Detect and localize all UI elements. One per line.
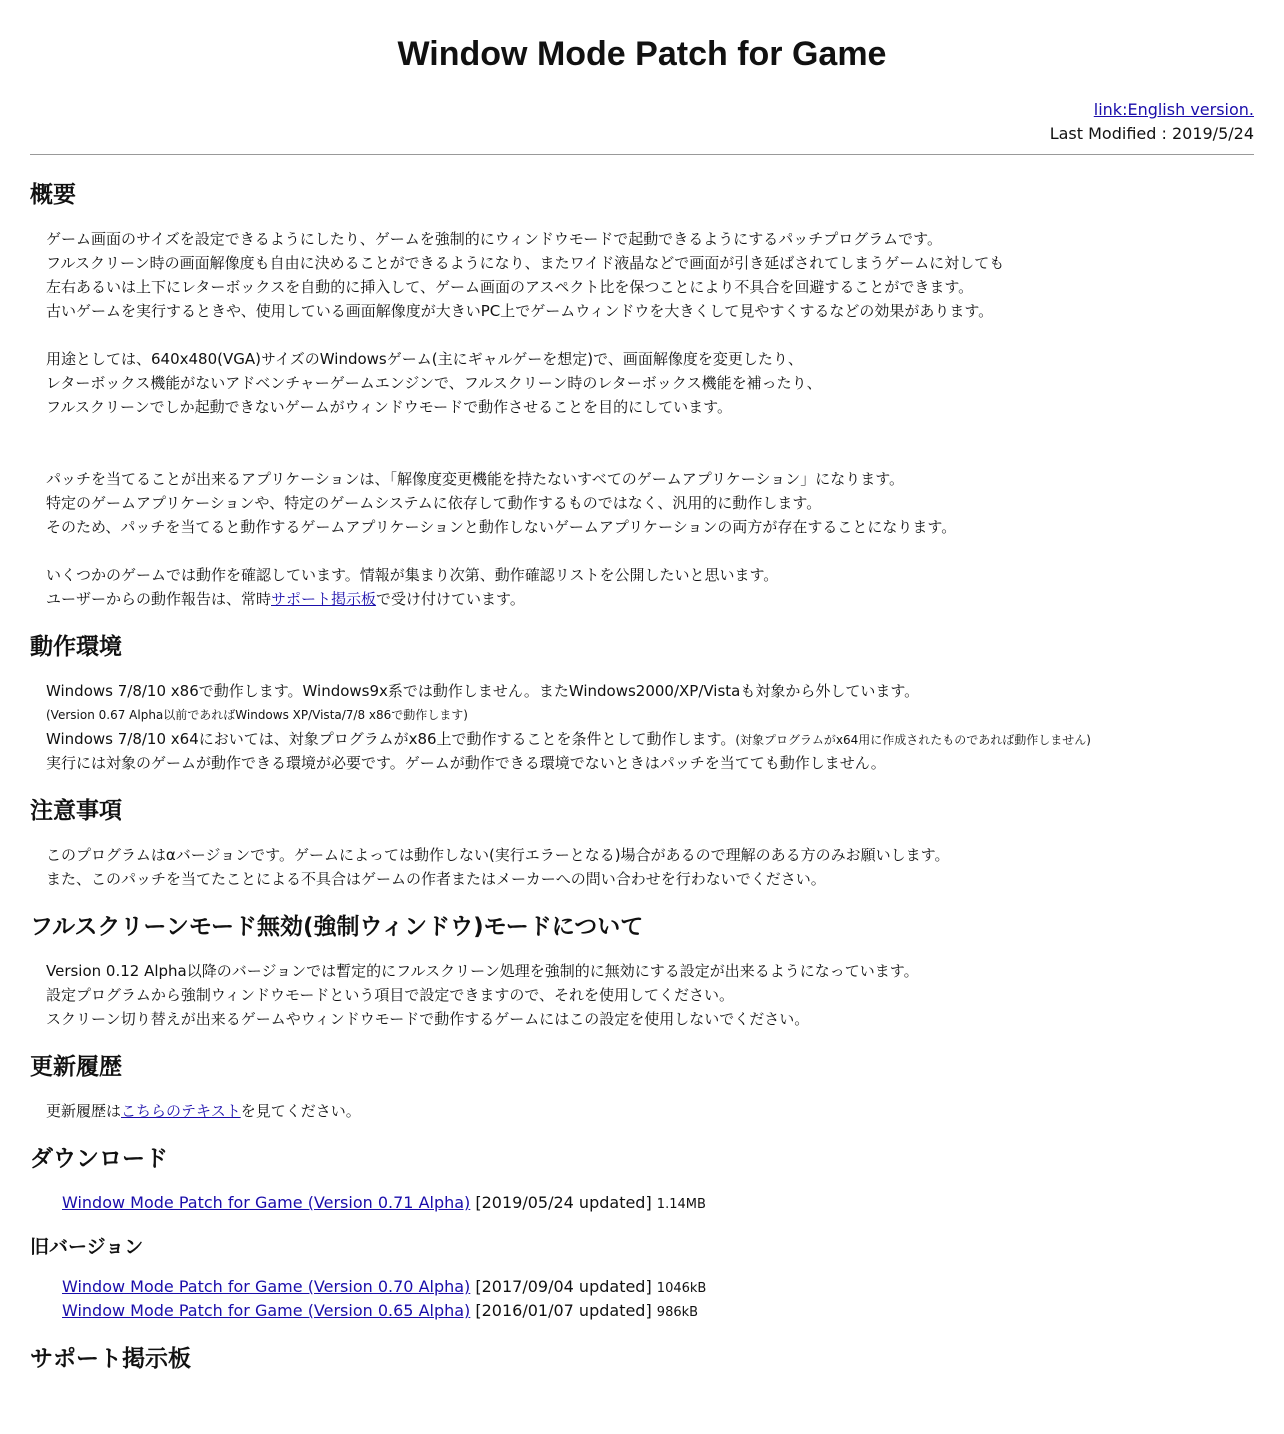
environment-text: Windows 7/8/10 x86で動作します。Windows9x系では動作しません。またWindows2000/XP/Vistaも対象から外しています。 — [46, 682, 920, 700]
notes-text: また、このパッチを当てたことによる不具合はゲームの作者またはメーカーへの問い合わせを行わないでください。 — [46, 870, 826, 888]
download-size: 1.14MB — [656, 1197, 706, 1212]
page-title: Window Mode Patch for Game — [397, 35, 887, 73]
section-heading-download: ダウンロード — [30, 1146, 168, 1172]
history-paragraph — [30, 1099, 1254, 1123]
overview-paragraph-2 — [30, 347, 1254, 419]
overview-text: フルスクリーンでしか起動できないゲームがウィンドウモードで動作させることを目的にしています。 — [46, 398, 732, 416]
overview-text: 古いゲームを実行するときや、使用している画面解像度が大きいPC上でゲームウィンドウを大きくして見やすくするなどの効果があります。 — [46, 302, 994, 320]
download-date: [2017/09/04 updated] — [470, 1277, 657, 1296]
section-heading-history: 更新履歴 — [30, 1054, 122, 1080]
overview-text: 左右あるいは上下にレターボックスを自動的に挿入して、ゲーム画面のアスペクト比を保つことにより不具合を回避することができます。 — [46, 278, 974, 296]
download-size: 986kB — [656, 1305, 699, 1320]
overview-paragraph-3 — [30, 467, 1254, 539]
environment-paragraph — [30, 679, 1254, 775]
overview-text: パッチを当てることが出来るアプリケーションは、「解像度変更機能を持たないすべてのゲームアプリケーション」になります。 — [46, 470, 905, 488]
history-text-after: を見てください。 — [240, 1102, 361, 1120]
download-link-old[interactable]: Window Mode Patch for Game (Version 0.65 Alpha) — [62, 1301, 471, 1320]
page-meta — [30, 98, 1254, 146]
overview-text: 用途としては、640x480(VGA)サイズのWindowsゲーム(主にギャルゲーを想定)で、画面解像度を変更したり、 — [46, 350, 803, 368]
environment-text: Windows 7/8/10 x64においては、対象プログラムがx86上で動作することを条件として動作します。 — [46, 730, 736, 748]
section-heading-fullscreen: フルスクリーンモード無効(強制ウィンドウ)モードについて — [30, 914, 644, 940]
download-link-old[interactable]: Window Mode Patch for Game (Version 0.70 Alpha) — [62, 1277, 471, 1296]
overview-report-line — [46, 587, 1254, 611]
environment-x64-line — [46, 727, 1254, 751]
section-heading-notes: 注意事項 — [30, 798, 122, 824]
header-divider — [30, 154, 1254, 155]
overview-text: ゲーム画面のサイズを設定できるようにしたり、ゲームを強制的にウィンドウモードで起動できるようにするパッチプログラムです。 — [46, 230, 942, 248]
section-heading-environment: 動作環境 — [30, 634, 122, 660]
overview-text: そのため、パッチを当てると動作するゲームアプリケーションと動作しないゲームアプリケーションの両方が存在することになります。 — [46, 518, 957, 536]
last-modified: Last Modified : 2019/5/24 — [1049, 124, 1254, 143]
report-text-after: で受け付けています。 — [376, 590, 525, 608]
overview-text: レターボックス機能がないアドベンチャーゲームエンジンで、フルスクリーン時のレターボックス機能を補ったり、 — [46, 374, 822, 392]
overview-text: フルスクリーン時の画面解像度も自由に決めることができるようになり、またワイド液晶などで画面が引き延ばされてしまうゲームに対しても — [46, 254, 1005, 272]
section-heading-old-versions: 旧バージョン — [30, 1236, 144, 1258]
notes-paragraph — [30, 843, 1254, 891]
notes-text: このプログラムはαバージョンです。ゲームによっては動作しない(実行エラーとなる)場合があるので理解のある方のみお願いします。 — [46, 846, 950, 864]
fullscreen-paragraph — [30, 959, 1254, 1031]
download-link-latest[interactable]: Window Mode Patch for Game (Version 0.71 Alpha) — [62, 1193, 471, 1212]
fullscreen-text: 設定プログラムから強制ウィンドウモードという項目で設定できますので、それを使用してください。 — [46, 986, 735, 1004]
history-line — [46, 1099, 1254, 1123]
overview-paragraph-4 — [30, 563, 1254, 611]
history-text-link[interactable]: こちらのテキスト — [121, 1102, 241, 1120]
download-latest-list — [30, 1191, 1254, 1215]
download-old-list — [30, 1275, 1254, 1323]
download-item — [62, 1299, 1254, 1323]
overview-text: いくつかのゲームでは動作を確認しています。情報が集まり次第、動作確認リストを公開したいと思います。 — [46, 566, 779, 584]
section-heading-overview: 概要 — [30, 182, 76, 208]
section-heading-support: サポート掲示板 — [30, 1346, 191, 1372]
download-item — [62, 1191, 1254, 1215]
environment-note: (Version 0.67 Alpha以前であればWindows XP/Vista/7/8 x86で動作します) — [46, 708, 468, 722]
overview-text: 特定のゲームアプリケーションや、特定のゲームシステムに依存して動作するものではなく、汎用的に動作します。 — [46, 494, 822, 512]
report-text-before: ユーザーからの動作報告は、常時 — [46, 590, 272, 608]
download-date: [2019/05/24 updated] — [470, 1193, 657, 1212]
download-date: [2016/01/07 updated] — [470, 1301, 657, 1320]
download-size: 1046kB — [656, 1281, 707, 1296]
environment-note: (対象プログラムがx64用に作成されたものであれば動作しません) — [735, 733, 1091, 747]
overview-paragraph-1 — [30, 227, 1254, 323]
download-item — [62, 1275, 1254, 1299]
fullscreen-text: スクリーン切り替えが出来るゲームやウィンドウモードで動作するゲームにはこの設定を使用しないでください。 — [46, 1010, 810, 1028]
history-text-before: 更新履歴は — [46, 1102, 122, 1120]
english-version-link[interactable]: link:English version. — [1093, 100, 1254, 119]
environment-text: 実行には対象のゲームが動作できる環境が必要です。ゲームが動作できる環境でないときはパッチを当てても動作しません。 — [46, 754, 886, 772]
fullscreen-text: Version 0.12 Alpha以降のバージョンでは暫定的にフルスクリーン処理を強制的に無効にする設定が出来るようになっています。 — [46, 962, 919, 980]
support-board-link[interactable]: サポート掲示板 — [271, 590, 377, 608]
